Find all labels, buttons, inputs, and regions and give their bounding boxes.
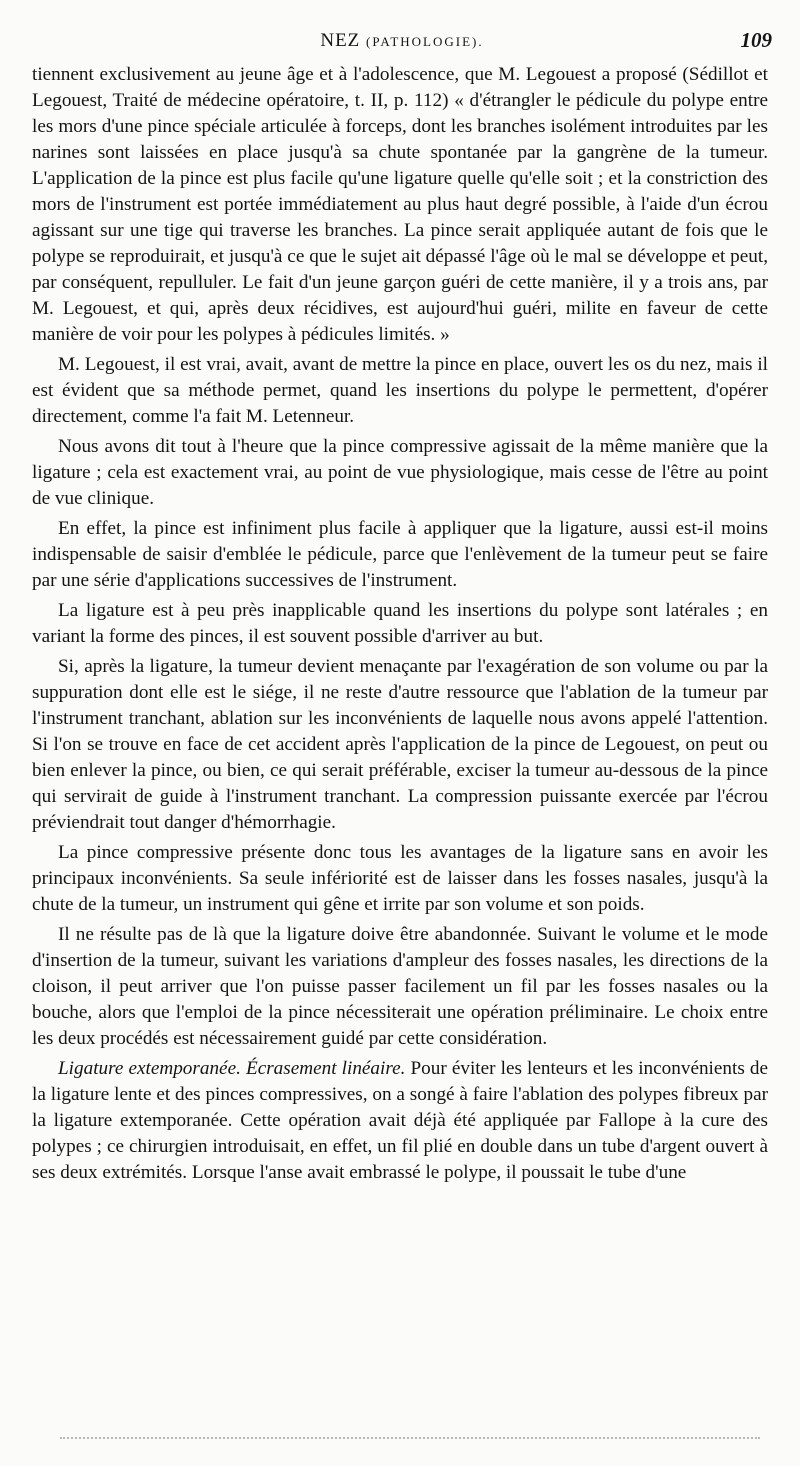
paragraph-5 [32, 598, 768, 650]
page-header [32, 26, 772, 56]
paragraph-9 [32, 1056, 768, 1186]
paragraph-3-text: Nous avons dit tout à l'heure que la pince compressive agissait de la même manière que la ligature ; cela est exactement vrai, au point de vue physiologique, mais cesse de l'être au point de vue clinique. [32, 436, 768, 509]
paragraph-4 [32, 516, 768, 594]
paragraph-3 [32, 434, 768, 512]
running-title-sub: (PATHOLOGIE). [366, 34, 484, 49]
running-title [32, 30, 772, 52]
paragraph-1 [32, 62, 768, 348]
paragraph-8 [32, 922, 768, 1052]
paragraph-6-text: Si, après la ligature, la tumeur devient menaçante par l'exagération de son volume ou par la suppuration dont elle est le siége, il ne reste d'autre ressource que l'ablation de la tumeur par l'instrument tranchant, ablation sur les inconvénients de laquelle nous avons appelé l'attention. Si l'on se trouve en face de cet accident après l'application de la pince de Legouest, on peut ou bien enlever la pince, ou bien, ce qui serait préférable, exciser la tumeur au-dessous de la pince qui servirait de guide à l'instrument tranchant. La compression puissante exercée par l'écrou préviendrait tout danger d'hémorrhagie. [32, 656, 768, 833]
paragraph-2-text: M. Legouest, il est vrai, avait, avant de mettre la pince en place, ouvert les os du nez, mais il est évident que sa méthode permet, quand les insertions du polype le permettent, d'opérer directement, comme l'a fait M. Letenneur. [32, 354, 768, 427]
paragraph-1-text: tiennent exclusivement au jeune âge et à l'adolescence, que M. Legouest a proposé (Sédillot et Legouest, Traité de médecine opératoire, t. II, p. 112) « d'étrangler le pédicule du polype entre les mors d'une pince spéciale articulée à forceps, dont les branches isolément introduites par les narines sont laissées en place jusqu'à sa chute spontanée par la gangrène de la tumeur. L'application de la pince est plus facile qu'une ligature quelle qu'elle soit ; et la constriction des mors de l'instrument est portée immédiatement au plus haut degré possible, à l'aide d'un écrou agissant sur une tige qui traverse les branches. La pince serait appliquée autant de fois que le polype se reproduirait, et jusqu'à ce que le sujet ait dépassé l'âge où le mal se développe et peut, par conséquent, repulluler. Le fait d'un jeune garçon guéri de cette manière, il y a trois ans, par M. Legouest, et qui, après deux récidives, est aujourd'hui guéri, milite en faveur de cette manière de voir pour les polypes à pédicules limités. » [32, 64, 768, 345]
running-title-main: NEZ [320, 30, 361, 51]
paragraph-9-text: Pour éviter les lenteurs et les inconvénients de la ligature lente et des pinces compressives, on a songé à faire l'ablation des polypes fibreux par la ligature extemporanée. Cette opération avait déjà été appliquée par Fallope à la cure des polypes ; ce chirurgien introduisait, en effet, un fil plié en double dans un tube d'argent ouvert à ses deux extrémités. Lorsque l'anse avait embrassé le polype, il poussait le tube d'une [32, 1058, 768, 1183]
page-body [32, 62, 768, 1186]
section-lead-heading: Ligature extemporanée. Écrasement linéaire. [58, 1058, 406, 1079]
bottom-dotted-rule [60, 1437, 760, 1439]
page-number: 109 [740, 28, 772, 52]
paragraph-7-text: La pince compressive présente donc tous les avantages de la ligature sans en avoir les principaux inconvénients. Sa seule infériorité est de laisser dans les fosses nasales, jusqu'à la chute de la tumeur, un instrument qui gêne et irrite par son volume et son poids. [32, 842, 768, 915]
paragraph-7 [32, 840, 768, 918]
paragraph-2 [32, 352, 768, 430]
paragraph-4-text: En effet, la pince est infiniment plus facile à appliquer que la ligature, aussi est-il moins indispensable de saisir d'emblée le pédicule, parce que l'enlèvement de la tumeur peut se faire par une série d'applications successives de l'instrument. [32, 518, 768, 591]
paragraph-5-text: La ligature est à peu près inapplicable quand les insertions du polype sont latérales ; en variant la forme des pinces, il est souvent possible d'arriver au but. [32, 600, 768, 647]
paragraph-6 [32, 654, 768, 836]
paragraph-8-text: Il ne résulte pas de là que la ligature doive être abandonnée. Suivant le volume et le mode d'insertion de la tumeur, suivant les variations d'ampleur des fosses nasales, les directions de la cloison, il peut arriver que l'on puisse passer facilement un fil par les fosses nasales ou la bouche, alors que l'emploi de la pince nécessiterait une opération préliminaire. Le choix entre les deux procédés est nécessairement guidé par cette considération. [32, 924, 768, 1049]
